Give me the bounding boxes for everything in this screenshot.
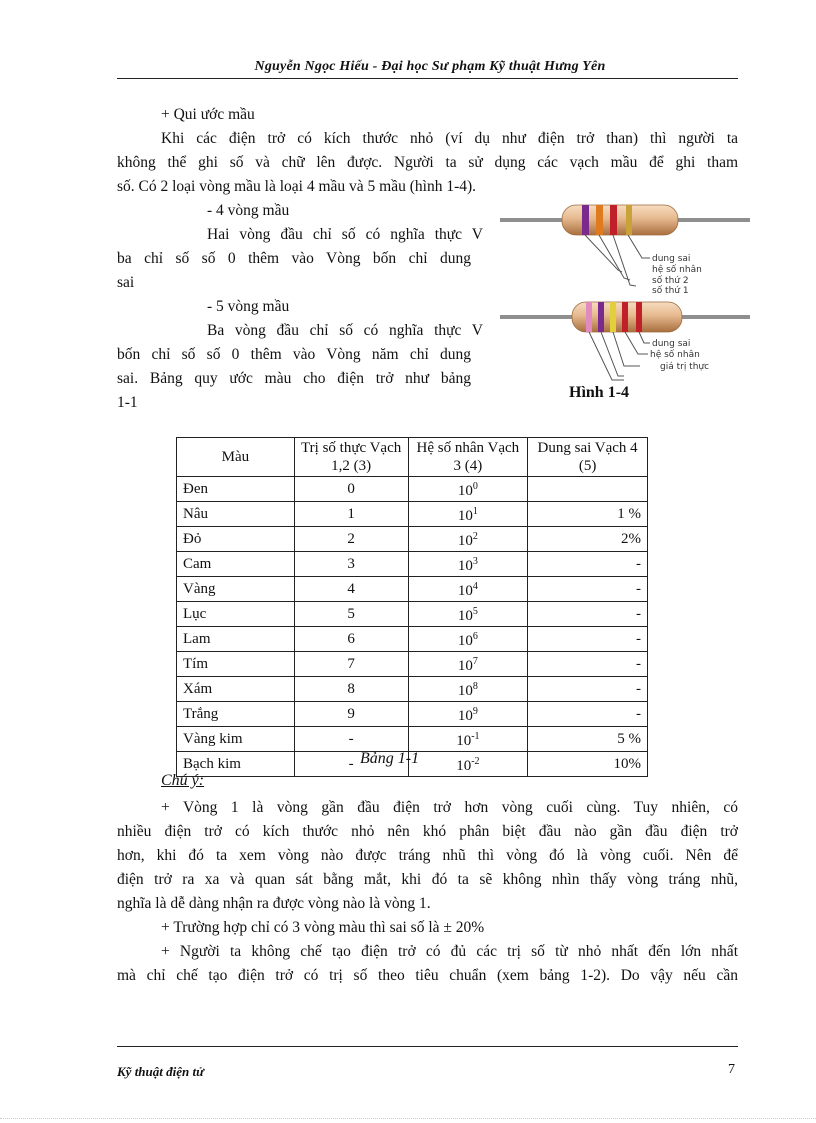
table-row	[177, 602, 648, 627]
table-row	[177, 652, 648, 677]
cell-color-name: Lam	[177, 627, 295, 652]
cell-tolerance: -	[528, 652, 648, 677]
multiplier-base: 10	[457, 633, 473, 649]
cell-value: 6	[294, 627, 408, 652]
intro-line-1: Khi các điện trở có kích thước nhỏ (ví dụ như điện trở than) thì người ta	[161, 130, 738, 147]
cell-value: 0	[294, 477, 408, 502]
cell-color-name: Xám	[177, 677, 295, 702]
multiplier-base: 10	[457, 608, 473, 624]
cell-multiplier	[408, 602, 528, 627]
four-band-heading: - 4 vòng mầu	[207, 202, 290, 219]
note-line-8: mà chỉ chế tạo điện trở có trị số theo tiêu chuẩn (xem bảng 1-2). Do vậy nếu cần	[117, 967, 738, 984]
five-band-heading: - 5 vòng mầu	[207, 298, 290, 315]
cell-color-name: Nâu	[177, 502, 295, 527]
multiplier-base: 10	[457, 583, 473, 599]
multiplier-base: 10	[457, 483, 473, 499]
multiplier-exponent: -2	[471, 756, 480, 767]
multiplier-exponent: 2	[472, 531, 478, 542]
five-band-resistor-icon	[500, 302, 750, 332]
fig-bottom-label-2: hệ số nhân	[650, 350, 700, 360]
page-header: Nguyễn Ngọc Hiếu - Đại học Sư phạm Kỹ thuật Hưng Yên	[254, 59, 606, 74]
multiplier-exponent: 4	[472, 581, 478, 592]
table-row	[177, 727, 648, 752]
table-caption: Bảng 1-1	[360, 750, 420, 767]
note-line-7: + Người ta không chế tạo điện trở có đủ các trị số từ nhỏ nhất đến lớn nhất	[161, 943, 738, 960]
table-body	[177, 477, 648, 777]
note-line-6: + Trường hợp chỉ có 3 vòng màu thì sai số là ± 20%	[161, 919, 485, 936]
four-band-resistor-icon	[500, 205, 750, 235]
cell-multiplier	[408, 477, 528, 502]
cell-color-name: Trắng	[177, 702, 295, 727]
footer-rule	[117, 1046, 738, 1047]
cell-value: 5	[294, 602, 408, 627]
cell-multiplier	[408, 677, 528, 702]
multiplier-exponent: 5	[472, 606, 478, 617]
cell-value: 7	[294, 652, 408, 677]
note-line-5: nghĩa là dễ dàng nhận ra được vòng nào là vòng 1.	[117, 895, 431, 912]
cell-color-name: Vàng kim	[177, 727, 295, 752]
cell-multiplier	[408, 627, 528, 652]
table-header-multiplier: Hệ số nhân Vạch 3 (4)	[408, 438, 528, 477]
cell-tolerance: 5 %	[528, 727, 648, 752]
fig-bottom-label-3: giá trị thực	[660, 362, 710, 372]
table-header-tolerance: Dung sai Vạch 4 (5)	[528, 438, 648, 477]
multiplier-base: 10	[456, 733, 472, 749]
header-rule	[117, 78, 738, 79]
five-band-line-3: sai. Bảng quy ước màu cho điện trở như bảng	[117, 370, 471, 387]
cell-tolerance: -	[528, 702, 648, 727]
table-row	[177, 502, 648, 527]
cell-value: 8	[294, 677, 408, 702]
cell-tolerance	[528, 477, 648, 502]
note-line-3: hơn, khi đó ta xem vòng nào được tráng nhũ thì vòng đó là vòng cuối. Nên để	[117, 847, 738, 864]
intro-line-2: không thể ghi số và chữ lên được. Người ta sử dụng các vạch mầu để ghi tham	[117, 154, 738, 171]
page-bottom-border	[0, 1118, 816, 1119]
four-band-line-2: ba chỉ số số 0 thêm vào Vòng bốn chỉ dung	[117, 250, 471, 267]
cell-multiplier	[408, 727, 528, 752]
four-band-line-1: Hai vòng đầu chỉ số có nghĩa thực V	[207, 226, 483, 243]
cell-value: -	[294, 752, 408, 777]
multiplier-exponent: 6	[472, 631, 478, 642]
section-heading-color-code: + Qui ước mầu	[161, 106, 255, 123]
cell-color-name: Bạch kim	[177, 752, 295, 777]
multiplier-base: 10	[456, 758, 472, 774]
table-header-row	[177, 438, 648, 477]
note-line-4: điện trở ra xa và quan sát bằng mắt, khi đó ta sẽ không nhìn thấy vòng tráng nhũ,	[117, 871, 738, 888]
table-row	[177, 627, 648, 652]
table-row	[177, 702, 648, 727]
cell-multiplier	[408, 752, 528, 777]
five-band-line-4: 1-1	[117, 394, 138, 411]
four-band-line-3: sai	[117, 274, 135, 291]
multiplier-base: 10	[457, 658, 473, 674]
fig-top-label-1: dung sai	[652, 254, 691, 264]
cell-value: -	[294, 727, 408, 752]
cell-multiplier	[408, 552, 528, 577]
cell-tolerance: -	[528, 677, 648, 702]
cell-value: 2	[294, 527, 408, 552]
page-number: 7	[728, 1062, 735, 1077]
cell-value: 4	[294, 577, 408, 602]
multiplier-base: 10	[457, 683, 473, 699]
cell-tolerance: 10%	[528, 752, 648, 777]
cell-multiplier	[408, 502, 528, 527]
multiplier-exponent: 3	[472, 556, 478, 567]
cell-tolerance: -	[528, 552, 648, 577]
table-row	[177, 527, 648, 552]
cell-tolerance: 2%	[528, 527, 648, 552]
cell-tolerance: -	[528, 627, 648, 652]
five-band-line-2: bốn chỉ số số 0 thêm vào Vòng năm chỉ dung	[117, 346, 471, 363]
table-header-color: Màu	[177, 438, 295, 477]
table-row	[177, 577, 648, 602]
footer-title: Kỹ thuật điện tử	[117, 1064, 204, 1079]
note-title: Chú ý:	[161, 772, 205, 789]
fig-top-label-3: số thứ 2	[652, 276, 689, 286]
multiplier-exponent: -1	[471, 731, 480, 742]
cell-multiplier	[408, 527, 528, 552]
cell-value: 9	[294, 702, 408, 727]
multiplier-base: 10	[457, 708, 473, 724]
cell-color-name: Lục	[177, 602, 295, 627]
multiplier-exponent: 0	[472, 481, 478, 492]
note-line-1: + Vòng 1 là vòng gần đầu điện trở hơn vòng cuối cùng. Tuy nhiên, có	[161, 799, 738, 816]
cell-color-name: Cam	[177, 552, 295, 577]
multiplier-base: 10	[457, 508, 473, 524]
cell-value: 3	[294, 552, 408, 577]
note-line-2: nhiều điện trở có kích thước nhỏ nên khó phân biệt đầu nào gần đầu điện trở	[117, 823, 738, 840]
cell-multiplier	[408, 702, 528, 727]
five-band-line-1: Ba vòng đầu chỉ số có nghĩa thực V	[207, 322, 483, 339]
fig-top-label-4: số thứ 1	[652, 286, 689, 296]
table-row	[177, 677, 648, 702]
table-row	[177, 552, 648, 577]
fig-bottom-label-1: dung sai	[652, 339, 691, 349]
table-header-value: Trị số thực Vạch 1,2 (3)	[294, 438, 408, 477]
cell-color-name: Vàng	[177, 577, 295, 602]
cell-tolerance: -	[528, 577, 648, 602]
multiplier-exponent: 9	[472, 706, 478, 717]
cell-multiplier	[408, 652, 528, 677]
cell-tolerance: -	[528, 602, 648, 627]
multiplier-base: 10	[457, 533, 473, 549]
cell-color-name: Đỏ	[177, 527, 295, 552]
cell-value: 1	[294, 502, 408, 527]
resistor-color-band-figure	[500, 190, 760, 405]
cell-color-name: Tím	[177, 652, 295, 677]
intro-line-3: số. Có 2 loại vòng mầu là loại 4 mầu và 5 mầu (hình 1-4).	[117, 178, 477, 195]
table-row	[177, 477, 648, 502]
cell-color-name: Đen	[177, 477, 295, 502]
figure-caption: Hình 1-4	[569, 384, 630, 401]
multiplier-base: 10	[457, 558, 473, 574]
multiplier-exponent: 1	[472, 506, 478, 517]
cell-multiplier	[408, 577, 528, 602]
multiplier-exponent: 7	[472, 656, 478, 667]
color-code-table	[176, 437, 648, 777]
cell-tolerance: 1 %	[528, 502, 648, 527]
multiplier-exponent: 8	[472, 681, 478, 692]
fig-top-label-2: hệ số nhân	[652, 265, 702, 275]
